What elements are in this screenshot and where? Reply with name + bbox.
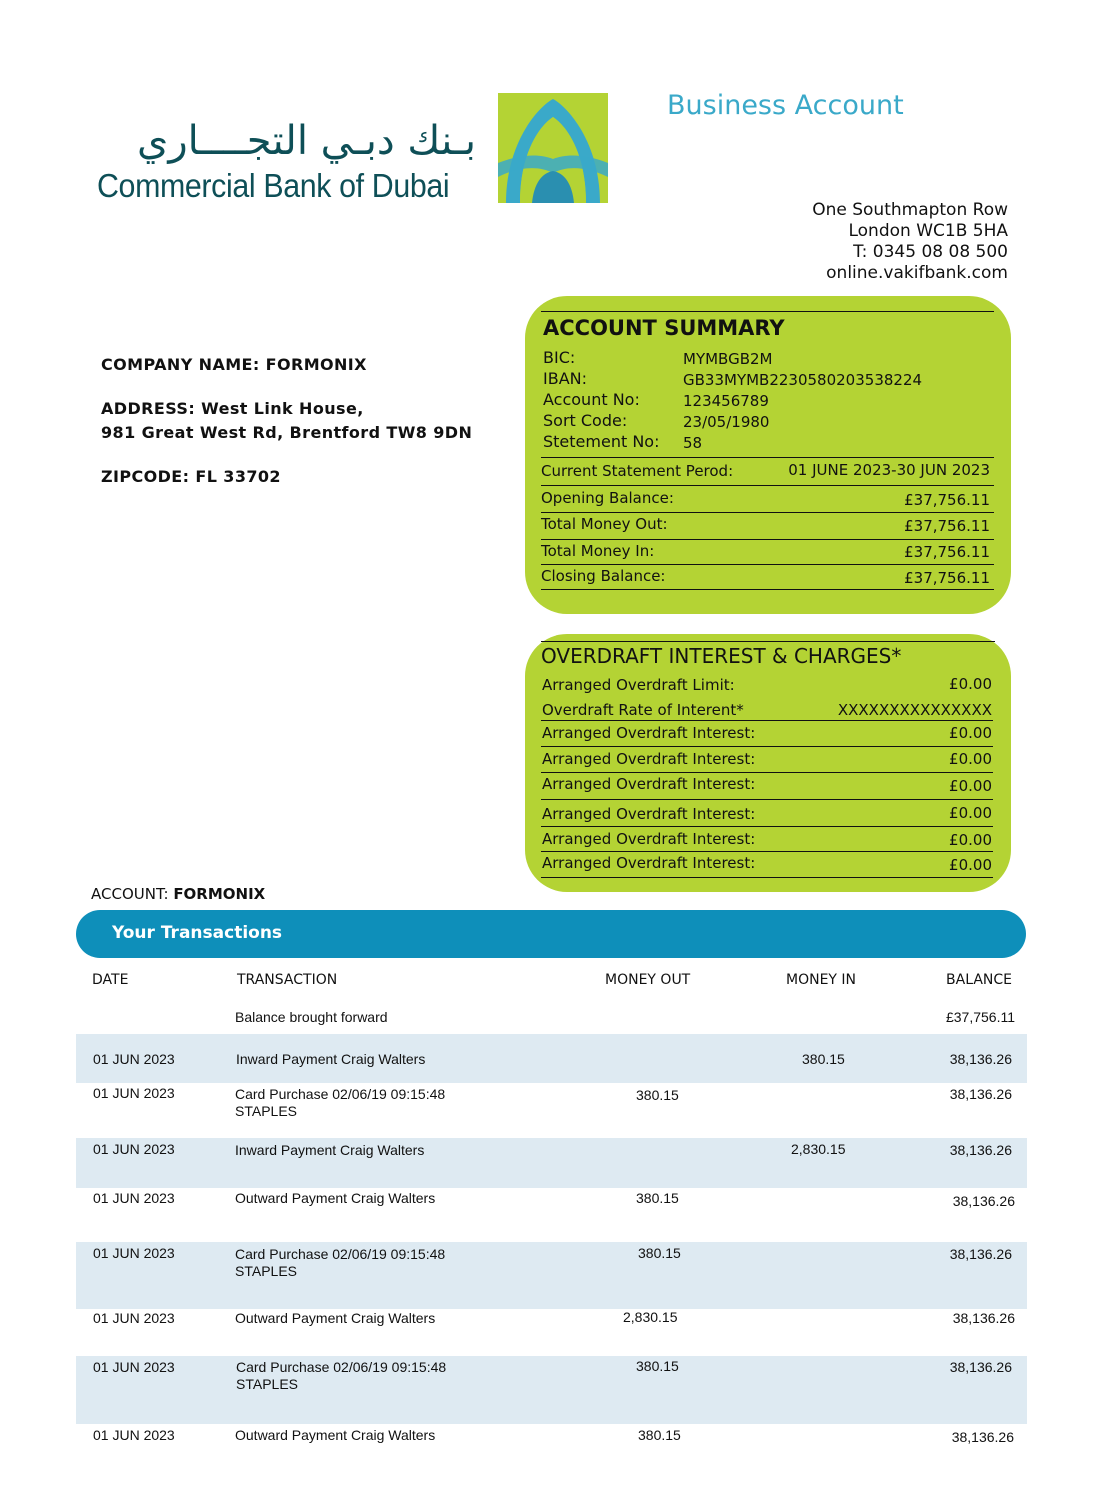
tx-balance: 38,136.26 [951,1429,1014,1445]
tx-balance: 38,136.26 [952,1193,1015,1209]
account-value: FORMONIX [173,885,266,903]
tx-description-line2: STAPLES [235,1263,297,1279]
overdraft-value: £0.00 [949,831,992,849]
tx-description: Inward Payment Craig Walters [236,1051,426,1067]
summary-value: £37,756.11 [904,517,990,535]
overdraft-label: Arranged Overdraft Interest: [542,830,756,848]
tx-description: Card Purchase 02/06/19 09:15:48 [235,1086,446,1102]
overdraft-label: Arranged Overdraft Limit: [542,676,735,694]
tx-date: 01 JUN 2023 [93,1359,175,1375]
row-shading [76,1242,1027,1309]
tx-balance: 38,136.26 [949,1051,1012,1067]
summary-value: £37,756.11 [904,569,990,587]
document-title: Business Account [667,90,904,121]
field-value: MYMBGB2M [683,350,773,368]
overdraft-value: XXXXXXXXXXXXXXX [837,701,992,719]
website: online.vakifbank.com [826,263,1008,283]
overdraft-label: Arranged Overdraft Interest: [542,775,756,793]
overdraft-value: £0.00 [949,724,992,742]
account-line [91,885,265,903]
overdraft-value: £0.00 [949,856,992,874]
field-label: Stetement No: [543,432,660,451]
summary-value: 01 JUNE 2023-30 JUN 2023 [788,461,990,479]
bank-name-arabic: بـنك دبـي التجــــاري [137,118,476,164]
address-line-1: ADDRESS: West Link House, [101,399,364,418]
tx-date: 01 JUN 2023 [93,1190,175,1206]
header-date: DATE [92,972,129,988]
header-money-in: MONEY IN [786,972,857,988]
tx-money-out: 380.15 [636,1358,679,1374]
row-shading [76,1034,1027,1083]
header-balance: BALANCE [946,972,1012,988]
tx-description: Card Purchase 02/06/19 09:15:48 [235,1246,446,1262]
field-value: 23/05/1980 [683,413,770,431]
summary-label: Closing Balance: [541,567,666,585]
summary-label: Total Money Out: [541,515,668,533]
tx-description-line2: STAPLES [236,1376,298,1392]
zipcode: ZIPCODE: FL 33702 [101,467,281,486]
tx-money-out: 380.15 [636,1087,679,1103]
tx-money-out: 2,830.15 [623,1309,678,1325]
summary-value: £37,756.11 [904,543,990,561]
row-shading [76,1356,1027,1424]
field-label: Account No: [543,390,640,409]
tx-balance: 38,136.26 [949,1359,1012,1375]
company-name: COMPANY NAME: FORMONIX [101,355,367,374]
header-money-out: MONEY OUT [605,972,691,988]
overdraft-label: Arranged Overdraft Interest: [542,854,756,872]
account-summary-title: ACCOUNT SUMMARY [543,316,785,340]
tx-description: Balance brought forward [235,1009,388,1025]
overdraft-label: Overdraft Rate of Interent* [542,701,744,719]
customer-details [101,353,472,489]
tx-date: 01 JUN 2023 [93,1141,175,1157]
overdraft-title: OVERDRAFT INTEREST & CHARGES* [541,644,902,668]
summary-label: Opening Balance: [541,489,674,507]
overdraft-label: Arranged Overdraft Interest: [542,724,756,742]
row-shading [76,1138,1027,1188]
tx-money-in: 380.15 [802,1051,845,1067]
tx-balance: 38,136.26 [949,1246,1012,1262]
tx-money-out: 380.15 [636,1190,679,1206]
overdraft-label: Arranged Overdraft Interest: [542,750,756,768]
transactions-banner [76,910,1026,958]
transactions-title: Your Transactions [112,923,283,943]
tx-description: Outward Payment Craig Walters [235,1190,436,1206]
tx-date: 01 JUN 2023 [93,1085,175,1101]
tx-date: 01 JUN 2023 [93,1051,175,1067]
field-label: Sort Code: [543,411,628,430]
tx-date: 01 JUN 2023 [93,1427,175,1443]
cbd-arch-logo-icon [498,93,608,203]
tx-balance: 38,136.26 [949,1086,1012,1102]
bank-address [812,200,1008,284]
address-line: One Southmapton Row [812,200,1008,220]
tx-balance: £37,756.11 [945,1009,1015,1025]
tx-description: Card Purchase 02/06/19 09:15:48 [236,1359,447,1375]
field-value: GB33MYMB2230580203538224 [683,371,923,389]
field-label: BIC: [543,348,576,367]
field-value: 58 [683,434,703,452]
tx-balance: 38,136.26 [952,1310,1015,1326]
tx-date: 01 JUN 2023 [93,1245,175,1261]
bank-name-english: Commercial Bank of Dubai [97,167,450,204]
summary-label: Total Money In: [541,542,655,560]
tx-money-out: 380.15 [638,1245,681,1261]
field-value: 123456789 [683,392,769,410]
address-line: London WC1B 5HA [848,221,1008,241]
tx-money-in: 2,830.15 [791,1141,846,1157]
tx-balance: 38,136.26 [949,1142,1012,1158]
tx-date: 01 JUN 2023 [93,1310,175,1326]
tx-description: Outward Payment Craig Walters [235,1310,436,1326]
overdraft-label: Arranged Overdraft Interest: [542,805,756,823]
address-line-2: 981 Great West Rd, Brentford TW8 9DN [101,423,473,442]
summary-label: Current Statement Perod: [541,462,734,480]
tx-description-line2: STAPLES [235,1103,297,1119]
field-label: IBAN: [543,369,587,388]
tx-money-out: 380.15 [638,1427,681,1443]
overdraft-value: £0.00 [949,777,992,795]
account-label: ACCOUNT: [91,885,169,903]
overdraft-value: £0.00 [949,750,992,768]
summary-value: £37,756.11 [904,491,990,509]
overdraft-value: £0.00 [949,675,992,693]
tx-description: Inward Payment Craig Walters [235,1142,425,1158]
tx-description: Outward Payment Craig Walters [235,1427,436,1443]
header-transaction: TRANSACTION [237,972,338,988]
phone-number: T: 0345 08 08 500 [853,242,1008,262]
overdraft-value: £0.00 [949,804,992,822]
